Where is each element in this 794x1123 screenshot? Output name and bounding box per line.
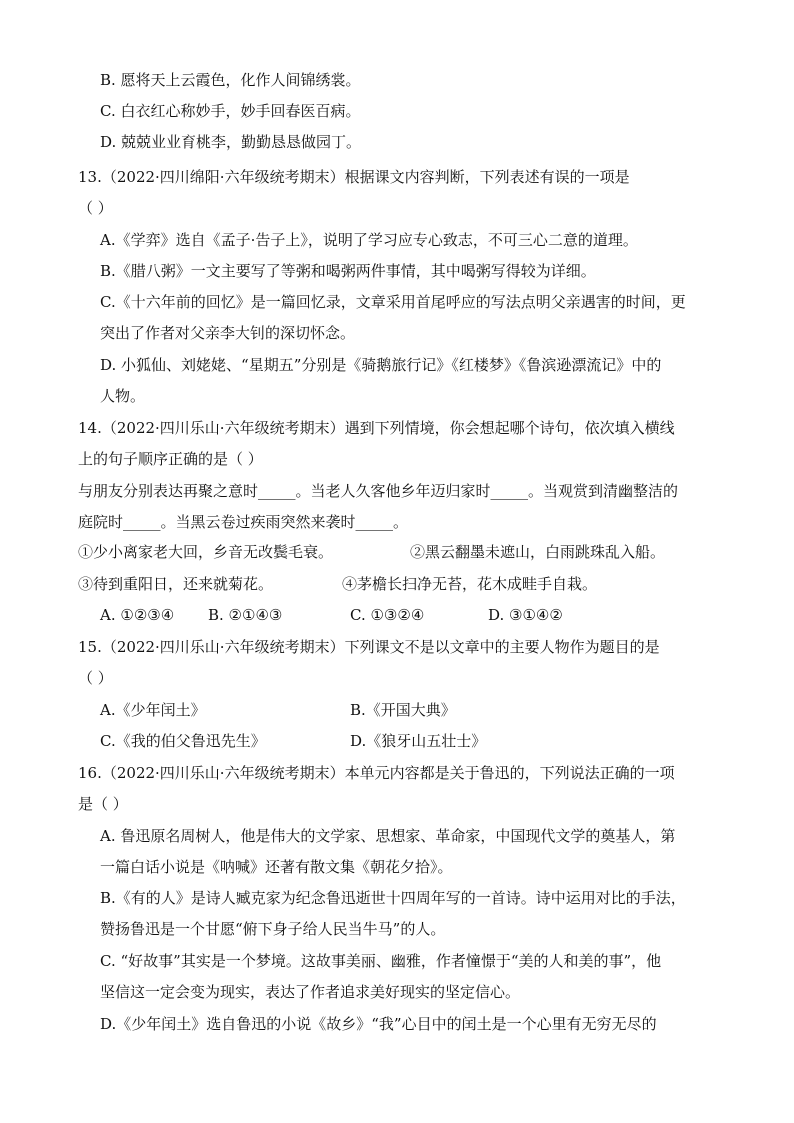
q14-stem-line1: 14.（2022·四川乐山·六年级统考期末）遇到下列情境，你会想起哪个诗句，依次填入横线: [78, 419, 675, 437]
q14-choice-d: D. ③①④②: [488, 606, 563, 624]
q13-answer-blank: （ ）: [78, 199, 113, 217]
q16-option-b-line2: 赞扬鲁迅是一个甘愿“俯下身子给人民当牛马”的人。: [100, 920, 446, 938]
q15-choice-d: D.《狼牙山五壮士》: [350, 732, 487, 750]
q14-choice-c: C. ①③②④: [350, 606, 425, 624]
q16-option-b-line1: B.《有的人》是诗人臧克家为纪念鲁迅逝世十四周年写的一首诗。诗中运用对比的手法，: [100, 889, 686, 907]
q14-choice-a: A. ①②③④: [100, 606, 175, 624]
q12-option-d: D. 兢兢业业育桃李，勤勤恳恳做园丁。: [100, 133, 362, 151]
q12-option-b: B. 愿将天上云霞色，化作人间锦绣裳。: [100, 71, 361, 89]
q16-option-d-line1: D.《少年闰土》选自鲁迅的小说《故乡》“我”心目中的闰土是一个心里有无穷无尽的: [100, 1015, 657, 1033]
q16-option-a-line1: A. 鲁迅原名周树人，他是伟大的文学家、思想家、革命家，中国现代文学的奠基人，第: [100, 827, 676, 845]
q13-option-c-line2: 突出了作者对父亲李大钊的深切怀念。: [100, 324, 356, 342]
q12-option-c: C. 白衣红心称妙手，妙手回春医百病。: [100, 102, 361, 120]
q13-option-b: B.《腊八粥》一文主要写了等粥和喝粥两件事情，其中喝粥写得较为详细。: [100, 262, 596, 280]
q13-option-a: A.《学弈》选自《孟子·告子上》，说明了学习应专心致志，不可三心二意的道理。: [100, 231, 638, 249]
q13-option-c-line1: C.《十六年前的回忆》是一篇回忆录，文章采用首尾呼应的写法点明父亲遇害的时间，更: [100, 293, 686, 311]
q14-poem-3: ③待到重阳日，还来就菊花。: [78, 575, 274, 593]
q13-stem: 13.（2022·四川绵阳·六年级统考期末）根据课文内容判断，下列表述有误的一项是: [78, 168, 630, 186]
q14-poem-1: ①少小离家老大回，乡音无改鬓毛衰。: [78, 543, 334, 561]
q13-option-d-line1: D. 小狐仙、刘姥姥、“星期五”分别是《骑鹅旅行记》《红楼梦》《鲁滨逊漂流记》中的: [100, 356, 662, 374]
q15-answer-blank: （ ）: [78, 669, 113, 687]
q14-stem-line2: 上的句子顺序正确的是（ ）: [78, 450, 263, 468]
q13-option-d-line2: 人物。: [100, 387, 146, 405]
q15-choice-c: C.《我的伯父鲁迅先生》: [100, 732, 266, 750]
q15-choice-b: B.《开国大典》: [350, 701, 456, 719]
q16-option-c-line1: C. “好故事”其实是一个梦境。这故事美丽、幽雅，作者憧憬于“美的人和美的事”，他: [100, 952, 662, 970]
q14-choice-b: B. ②①④③: [208, 606, 283, 624]
q14-scenario-line2: 庭院时_____。当黑云卷过疾雨突然来袭时_____。: [78, 513, 409, 531]
q14-poem-4: ④茅檐长扫净无苔，花木成畦手自栽。: [342, 575, 598, 593]
q16-option-c-line2: 坚信这一定会变为现实，表达了作者追求美好现实的坚定信心。: [100, 983, 521, 1001]
q15-stem: 15.（2022·四川乐山·六年级统考期末）下列课文不是以文章中的主要人物作为题目的是: [78, 638, 660, 656]
q16-stem-line1: 16.（2022·四川乐山·六年级统考期末）本单元内容都是关于鲁迅的，下列说法正确的一项: [78, 764, 675, 782]
q16-stem-line2: 是（ ）: [78, 795, 128, 813]
q14-scenario-line1: 与朋友分别表达再聚之意时_____。当老人久客他乡年迈归家时_____。当观赏到清幽整洁的: [78, 482, 679, 500]
q16-option-a-line2: 一篇白话小说是《呐喊》还著有散文集《朝花夕拾》。: [100, 858, 453, 876]
q14-poem-2: ②黑云翻墨未遮山，白雨跳珠乱入船。: [410, 543, 666, 561]
q15-choice-a: A.《少年闰土》: [100, 701, 206, 719]
